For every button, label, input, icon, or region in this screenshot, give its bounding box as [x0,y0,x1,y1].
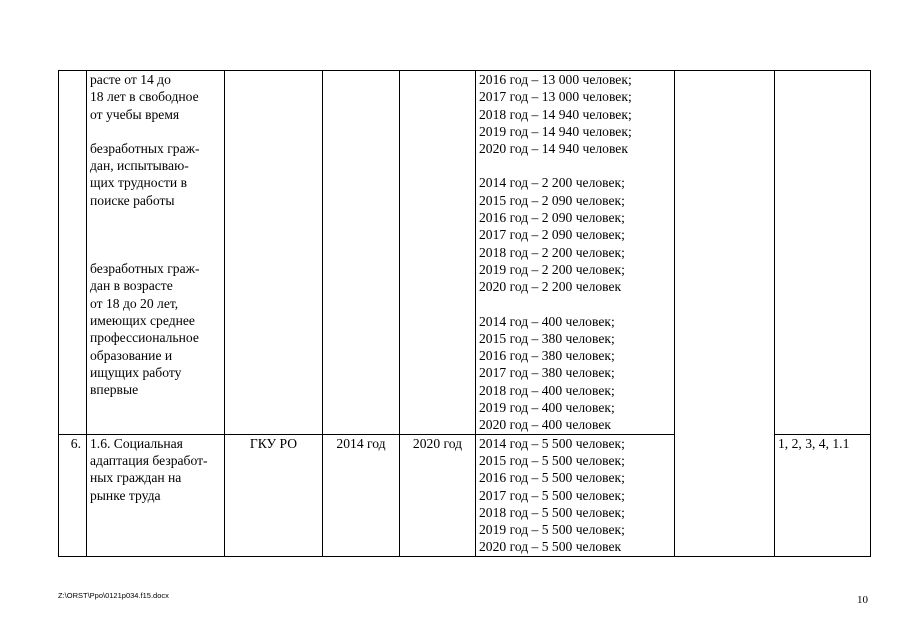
value-line: 2017 год – 5 500 человек; [479,487,625,503]
start-cell [323,71,400,435]
value-line: 2019 год – 5 500 человек; [479,522,625,538]
value-line: 2020 год – 400 человек [479,417,611,433]
value-line: 2020 год – 2 200 человек [479,279,622,295]
value-line: 2014 год – 2 200 человек; [479,175,625,191]
value-line: 2015 год – 380 человек; [479,330,615,346]
value-line: 2016 год – 2 090 человек; [479,210,625,226]
value-line: 2014 год – 5 500 человек; [479,435,625,451]
end-cell [400,71,476,435]
value-line: 2015 год – 2 090 человек; [479,192,625,208]
executor: ГКУ РО [225,434,323,556]
values-cell [476,71,675,435]
page-number: 10 [857,594,868,606]
value-line: 2015 год – 5 500 человек; [479,452,625,468]
value-line: 2019 год – 14 940 человек; [479,123,632,139]
measure-name: 1.6. Социальная адаптация безработ- ных граждан на рынке труда [87,434,225,556]
value-line: 2018 год – 400 человек; [479,382,615,398]
group-name-1: расте от 14 до 18 лет в свободное от учебы время [90,72,199,122]
group-name-3: безработных граж- дан в возрасте от 18 до 20 лет, имеющих среднее профессиональное образование и ищущих работу впервые [90,261,200,398]
merged-cell [675,71,775,557]
value-line: 2017 год – 13 000 человек; [479,89,632,105]
value-line: 2017 год – 380 человек; [479,365,615,381]
num-cell [59,71,87,435]
indicators-cell [775,71,871,435]
value-line: 2020 год – 14 940 человек [479,141,628,157]
value-line: 2020 год – 5 500 человек [479,539,622,555]
value-line: 2016 год – 380 человек; [479,348,615,364]
table-row-continuation [59,71,871,435]
name-cell [87,71,225,435]
value-line: 2017 год – 2 090 человек; [479,227,625,243]
value-line: 2019 год – 2 200 человек; [479,261,625,277]
indicators: 1, 2, 3, 4, 1.1 [775,434,871,556]
value-line: 2018 год – 2 200 человек; [479,244,625,260]
values-cell [476,434,675,556]
program-measures-table [58,70,871,557]
row-number: 6. [59,434,87,556]
value-line: 2016 год – 13 000 человек; [479,72,632,87]
end-year: 2020 год [400,434,476,556]
value-line: 2018 год – 5 500 человек; [479,504,625,520]
group-name-2: безработных граж- дан, испытываю- щих трудности в поиске работы [90,140,200,208]
value-line: 2016 год – 5 500 человек; [479,470,625,486]
value-line: 2018 год – 14 940 человек; [479,106,632,122]
value-line: 2019 год – 400 человек; [479,400,615,416]
file-path: Z:\ORST\Ppo\0121p034.f15.docx [58,591,169,600]
start-year: 2014 год [323,434,400,556]
value-line: 2014 год – 400 человек; [479,313,615,329]
executor-cell [225,71,323,435]
